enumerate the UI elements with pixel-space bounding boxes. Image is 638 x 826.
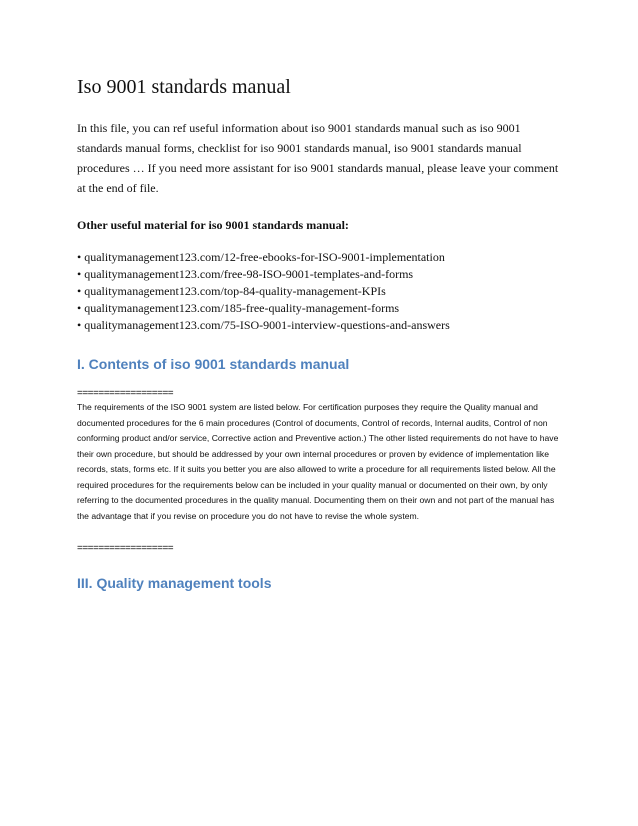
list-item: • qualitymanagement123.com/75-ISO-9001-interview-questions-and-answers: [77, 318, 450, 332]
list-item: • qualitymanagement123.com/185-free-quality-management-forms: [77, 301, 400, 315]
resource-link-list: [77, 249, 567, 334]
document-content: [77, 74, 567, 593]
separator-line: ==================: [77, 388, 174, 399]
separator-line-2: ==================: [77, 543, 174, 554]
intro-paragraph: In this file, you can ref useful information about iso 9001 standards manual such as iso 9001 standards manual forms, checklist for iso 9001 standards manual, iso 9001 standards manual procedures … If you need more assistant for iso 9001 standards manual, please leave your comment at the end of file.: [77, 121, 559, 195]
section-body-paragraph: The requirements of the ISO 9001 system are listed below. For certification purposes they require the Quality manual and documented procedures for the 6 main procedures (Control of documents, Control of records, Internal audits, Control of non conforming product and/or service, Corrective action and Preventive action.) The other listed requirements do not have to have their own procedure, but should be addressed by your own internal procedures or proven by evidence of implementation like records, stats, forms etc. If it suits you better you are also allowed to write a procedure for all requirements listed below. All the required procedures for the requirements below can be included in your quality manual or documented on their own, by only referring to the documented procedures in the quality manual. Documenting them on their own and not part of the manual has the advantage that if you revise on procedure you do not have to revise the whole system.: [77, 402, 559, 521]
list-item: • qualitymanagement123.com/12-free-ebooks-for-ISO-9001-implementation: [77, 250, 445, 264]
list-item: • qualitymanagement123.com/free-98-ISO-9001-templates-and-forms: [77, 267, 414, 281]
section-heading-contents: I. Contents of iso 9001 standards manual: [77, 356, 350, 372]
list-item: • qualitymanagement123.com/top-84-quality-management-KPIs: [77, 284, 386, 298]
other-material-heading: Other useful material for iso 9001 standards manual:: [77, 218, 349, 232]
section-heading-quality-tools: III. Quality management tools: [77, 575, 272, 591]
document-title: Iso 9001 standards manual: [77, 76, 291, 98]
